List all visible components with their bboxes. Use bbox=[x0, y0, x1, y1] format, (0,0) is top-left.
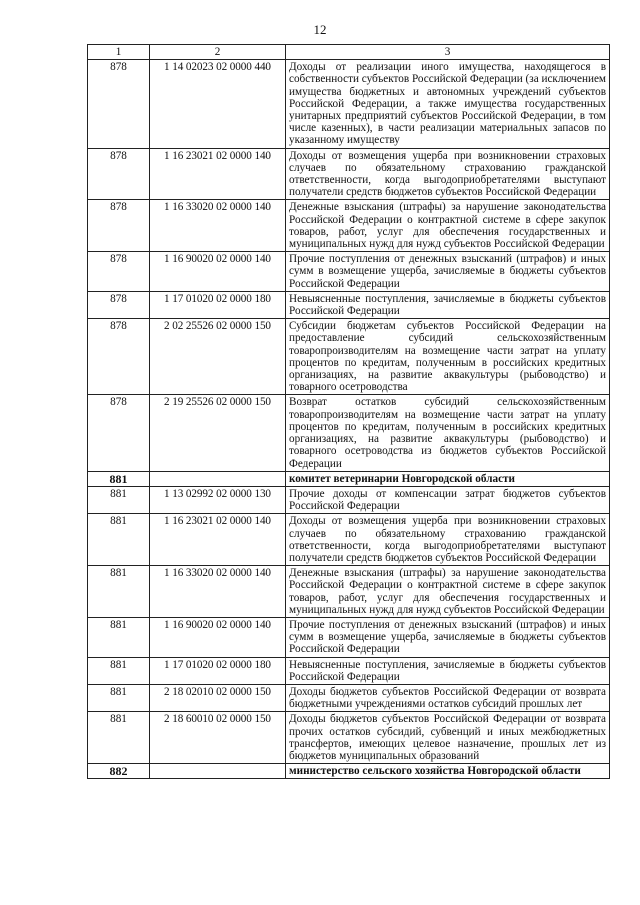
page-number: 12 bbox=[313, 22, 327, 37]
budget-classification-code-cell: 1 14 02023 02 0000 440 bbox=[150, 60, 286, 148]
revenue-name-cell: Невыясненные поступления, зачисляемые в бюджеты субъектов Российской Федерации bbox=[286, 291, 610, 318]
admin-code-cell: 878 bbox=[88, 60, 150, 148]
table-row bbox=[88, 486, 610, 513]
admin-code-cell: 878 bbox=[88, 148, 150, 200]
table-row bbox=[88, 148, 610, 200]
table-row bbox=[88, 712, 610, 764]
revenue-name-cell: Прочие доходы от компенсации затрат бюджетов субъектов Российской Федерации bbox=[286, 486, 610, 513]
admin-code-cell: 881 bbox=[88, 684, 150, 711]
revenue-name-cell: министерство сельского хозяйства Новгородской области bbox=[286, 764, 610, 779]
budget-classification-code-cell: 1 16 33020 02 0000 140 bbox=[150, 200, 286, 252]
revenue-name-cell: Доходы от возмещения ущерба при возникновении страховых случаев по обязательному страхованию гражданской ответственности, когда выгодоприобретателями выступают получатели средств бюджетов субъектов Российской Федерации bbox=[286, 514, 610, 566]
table-row bbox=[88, 684, 610, 711]
table-row bbox=[88, 566, 610, 618]
revenue-name-cell: Субсидии бюджетам субъектов Российской Федерации на предоставление субсидий сельскохозяйственным товаропроизводителям на возмещение части затрат на уплату процентов по кредитам, полученным в российских кредитных организациях, на развитие аквакультуры (рыбоводство) и товарного осетроводства bbox=[286, 319, 610, 395]
admin-code-cell: 881 bbox=[88, 657, 150, 684]
budget-classification-code-cell: 1 17 01020 02 0000 180 bbox=[150, 657, 286, 684]
budget-classification-code-cell: 2 02 25526 02 0000 150 bbox=[150, 319, 286, 395]
revenue-name-cell: Прочие поступления от денежных взысканий (штрафов) и иных сумм в возмещение ущерба, зачисляемые в бюджеты субъектов Российской Федерации bbox=[286, 617, 610, 657]
column-header-2: 2 bbox=[150, 45, 286, 60]
table-row bbox=[88, 395, 610, 471]
budget-classification-code-cell: 1 16 33020 02 0000 140 bbox=[150, 566, 286, 618]
admin-code-cell: 881 bbox=[88, 712, 150, 764]
revenue-name-cell: Денежные взыскания (штрафы) за нарушение законодательства Российской Федерации о контрактной системе в сфере закупок товаров, работ, услуг для обеспечения государственных и муниципальных нужд для нужд субъектов Российской Федерации bbox=[286, 566, 610, 618]
admin-code-cell: 878 bbox=[88, 395, 150, 471]
budget-classification-code-cell: 2 19 25526 02 0000 150 bbox=[150, 395, 286, 471]
admin-code-cell: 878 bbox=[88, 200, 150, 252]
column-header-1: 1 bbox=[88, 45, 150, 60]
revenue-name-cell: Прочие поступления от денежных взысканий (штрафов) и иных сумм в возмещение ущерба, зачисляемые в бюджеты субъектов Российской Федерации bbox=[286, 252, 610, 292]
admin-code-cell: 878 bbox=[88, 291, 150, 318]
budget-classification-code-cell bbox=[150, 471, 286, 486]
budget-classification-code-cell: 1 17 01020 02 0000 180 bbox=[150, 291, 286, 318]
revenue-name-cell: Доходы бюджетов субъектов Российской Федерации от возврата бюджетными учреждениями остатков субсидий прошлых лет bbox=[286, 684, 610, 711]
table-row bbox=[88, 514, 610, 566]
revenue-name-cell: Доходы от реализации иного имущества, находящегося в собственности субъектов Российской Федерации (за исключением имущества бюджетных и автономных учреждений субъектов Российской Федерации, а также имущества государственных унитарных предприятий субъектов Российской Федерации, в том числе казенных), в части реализации материальных запасов по указанному имуществу bbox=[286, 60, 610, 148]
budget-classification-code-cell: 2 18 02010 02 0000 150 bbox=[150, 684, 286, 711]
admin-code-cell: 881 bbox=[88, 486, 150, 513]
budget-classification-code-cell: 1 16 23021 02 0000 140 bbox=[150, 148, 286, 200]
budget-classification-code-cell: 2 18 60010 02 0000 150 bbox=[150, 712, 286, 764]
admin-code-cell: 881 bbox=[88, 566, 150, 618]
budget-classification-code-cell: 1 13 02992 02 0000 130 bbox=[150, 486, 286, 513]
table-row bbox=[88, 617, 610, 657]
admin-code-cell: 878 bbox=[88, 319, 150, 395]
column-header-3: 3 bbox=[286, 45, 610, 60]
revenue-name-cell: комитет ветеринарии Новгородской области bbox=[286, 471, 610, 486]
table-row bbox=[88, 319, 610, 395]
revenue-name-cell: Доходы от возмещения ущерба при возникновении страховых случаев по обязательному страхованию гражданской ответственности, когда выгодоприобретателями выступают получатели средств бюджетов субъектов Российской Федерации bbox=[286, 148, 610, 200]
revenue-name-cell: Денежные взыскания (штрафы) за нарушение законодательства Российской Федерации о контрактной системе в сфере закупок товаров, работ, услуг для обеспечения государственных и муниципальных нужд для нужд субъектов Российской Федерации bbox=[286, 200, 610, 252]
admin-code-cell: 882 bbox=[88, 764, 150, 779]
table-row bbox=[88, 657, 610, 684]
admin-code-cell: 881 bbox=[88, 471, 150, 486]
table-row bbox=[88, 252, 610, 292]
table-row bbox=[88, 291, 610, 318]
revenue-name-cell: Возврат остатков субсидий сельскохозяйственным товаропроизводителям на возмещение части затрат на уплату процентов по кредитам, полученным в российских кредитных организациях, на развитие аквакультуры (рыбоводство) и товарного осетроводства из бюджетов субъектов Российской Федерации bbox=[286, 395, 610, 471]
admin-code-cell: 878 bbox=[88, 252, 150, 292]
section-row bbox=[88, 471, 610, 486]
budget-classification-code-cell: 1 16 90020 02 0000 140 bbox=[150, 252, 286, 292]
section-row bbox=[88, 764, 610, 779]
table-row bbox=[88, 200, 610, 252]
budget-classification-code-cell bbox=[150, 764, 286, 779]
budget-classification-code-cell: 1 16 23021 02 0000 140 bbox=[150, 514, 286, 566]
table-header-row bbox=[88, 45, 610, 60]
revenue-name-cell: Невыясненные поступления, зачисляемые в бюджеты субъектов Российской Федерации bbox=[286, 657, 610, 684]
budget-classification-code-cell: 1 16 90020 02 0000 140 bbox=[150, 617, 286, 657]
admin-code-cell: 881 bbox=[88, 514, 150, 566]
admin-code-cell: 881 bbox=[88, 617, 150, 657]
table-row bbox=[88, 60, 610, 148]
revenue-name-cell: Доходы бюджетов субъектов Российской Федерации от возврата прочих остатков субсидий, субвенций и иных межбюджетных трансфертов, имеющих целевое назначение, прошлых лет из бюджетов муниципальных образований bbox=[286, 712, 610, 764]
revenue-codes-table bbox=[87, 44, 610, 779]
